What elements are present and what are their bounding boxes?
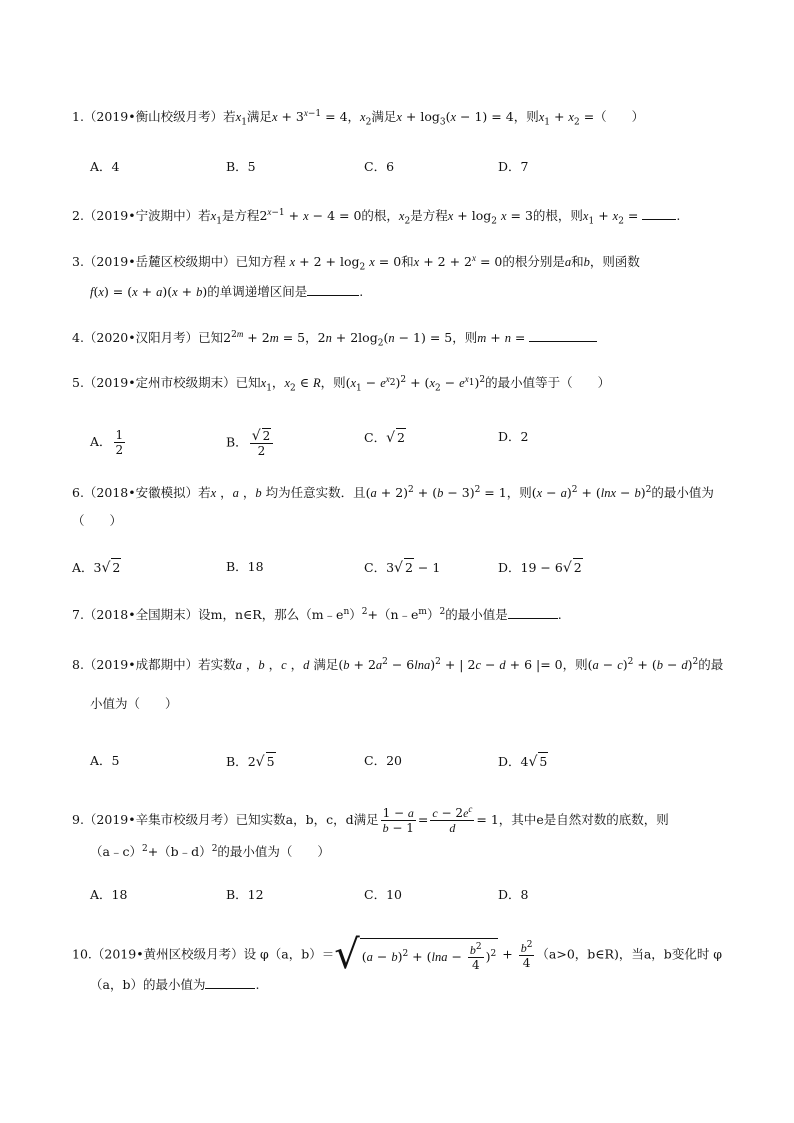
q9-text-a: a，b，c，d满足 (285, 812, 379, 827)
question-10-line-2 (90, 976, 259, 994)
q1-option-c: C．6 (364, 159, 395, 174)
q6-option-c-label: C． (364, 560, 387, 575)
q2-text-c: 是方程 (410, 208, 448, 223)
question-10: 10.（2019•黄州区校级月考）设 φ（a，b）＝√ $(a - b)^2 + (\ln a$ − $\frac{b^2}{4}$ )$^2$ + $\frac{b^2}{4}$ （a>0，b∈R)，当a，b变化时 φ (72, 932, 723, 978)
q6-text-a: 均为任意实数．且 (265, 485, 366, 500)
q3-line2-a: 的单调递增区间是 (207, 284, 308, 299)
q6-prefix: 6.（2018•安徽模拟）若 (72, 485, 211, 500)
q2-text-a: 是方程 (221, 208, 260, 223)
q6-option-c: C．3√ 2 − 1 (364, 560, 441, 576)
q1-text-c: 满足 (371, 109, 397, 124)
q7-answer-blank[interactable] (508, 606, 558, 619)
q8-text-a: 满足 (313, 657, 339, 672)
q5-option-c-label: C． (364, 430, 387, 445)
q3-text-a: 和 (401, 254, 414, 269)
q1-prefix: 1.（2019•衡山校级月考）若 (72, 109, 236, 124)
q10-sqrt-expression: √ $(a - b)^2 + (\ln a$ − $\frac{b^2}{4}$ )$^2$ (334, 932, 497, 978)
q8-option-c: C．20 (364, 753, 402, 768)
q4-answer-blank[interactable] (529, 329, 597, 342)
question-4: 4.（2020•汉阳月考）已知$2^{2m} + 2m = 5$，$2n + 2\log_2(n - 1) = 5$，则m + n = (72, 329, 597, 347)
q8-prefix: 8.（2019•成都期中）若实数 (72, 657, 236, 672)
q9-line2-b: +（b﹣d） (147, 844, 212, 859)
q3-text-d: ，则函数 (589, 254, 640, 269)
q6-option-b: B．18 (226, 559, 264, 574)
q10-text-b: a，b变化时 φ (643, 946, 723, 962)
q2-text-e: . (676, 208, 681, 223)
question-6: 6.（2018•安徽模拟）若x ，a ，b 均为任意实数．且$(a + 2)^2 + (b - 3)^2 = 1$，则$(x - a)^2 + (\ln x - b)^2$的最小值为 (72, 484, 714, 500)
question-2: 2.（2019•宁波期中）若$x_1$是方程$2^{x-1} + x - 4 = 0$的根，$x_2$是方程$x + \log_2 x = 3$的根，则$x_1 + x_2$ = . (72, 206, 681, 227)
q2-prefix: 2.（2019•宁波期中）若 (72, 208, 211, 223)
q10-line2-a: （a，b）的最小值为 (90, 977, 206, 992)
q7-text-c: +（n﹣e (367, 607, 419, 622)
q2-text-b: 的根， (361, 208, 399, 223)
question-1: 1.（2019•衡山校级月考）若$x_1$满足$x + 3^{x-1} = 4$，$x_2$满足$x + \log_3(x - 1) = 4$，则$x_1 + x_2$ =（ ） (72, 107, 645, 128)
q8-option-d-label: D． (498, 754, 521, 769)
q4-text-b: ，则 (452, 330, 478, 345)
q9-prefix: 9.（2019•辛集市校级月考）已知实数 (72, 812, 286, 827)
q3-line2-b: . (359, 284, 364, 299)
q6-text-b: ，则 (506, 485, 532, 500)
q8-option-b-label: B． (226, 754, 248, 769)
q4-prefix: 4.（2020•汉阳月考）已知 (72, 330, 224, 345)
q9-line2-a: （a﹣c） (90, 844, 142, 859)
q1-option-a: A．4 (90, 159, 120, 174)
q7-text-f: . (557, 607, 562, 622)
question-6-line-2: （ ） (72, 513, 123, 528)
q8-option-a: A．5 (90, 753, 120, 768)
q9-frac-2: $\frac{c - 2e^c}{d}$ (432, 804, 473, 835)
q9-option-a: A．18 (90, 887, 128, 902)
q5-option-c: C．√ 2 (364, 430, 405, 446)
q10-prefix: 10.（2019•黄州区校级月考）设 φ（a，b）＝ (72, 946, 335, 962)
question-3: 3.（2019•岳麓区校级期中）已知方程 $x + 2 + \log_2 x = 0$和$x + 2 + 2^x = 0$的根分别是a和b，则函数 (72, 252, 640, 273)
q6-option-a-label: A． (72, 560, 94, 575)
question-9: 9.（2019•辛集市校级月考）已知实数a，b，c，d满足 $\frac{1 - a}{b - 1}$ = $\frac{c - 2e^c}{d}$ = 1，其中e是自然对数的底数，则 (72, 804, 669, 835)
q7-text-a: m，n∈R，那么（m﹣e (210, 607, 344, 622)
q5-option-a-label: A． (90, 434, 112, 449)
q5-text-b: ，则 (320, 375, 346, 390)
q9-option-c: C．10 (364, 887, 402, 902)
q3-text-b: 的根分别是 (502, 254, 565, 269)
q1-option-b: B．5 (226, 159, 256, 174)
q9-option-d: D．8 (498, 887, 529, 902)
q8-option-b: B．2√ 5 (226, 754, 275, 770)
q5-prefix: 5.（2019•定州市校级期末）已知 (72, 375, 261, 390)
q10-answer-blank[interactable] (205, 976, 255, 989)
q5-text-a: ， (271, 375, 285, 390)
q4-text-a: ， (305, 330, 318, 345)
q5-option-b-label: B． (226, 434, 248, 450)
q1-option-d: D．7 (498, 159, 529, 174)
q5-text-c: 的最小值等于（ ） (485, 375, 611, 390)
q7-text-d: ） (426, 607, 440, 622)
q6-text-c: 的最小值为 (651, 485, 714, 500)
q9-option-b: B．12 (226, 887, 264, 902)
q9-text-b: ，其中 (498, 812, 537, 827)
q5-option-b-frac: $\frac{√ 2}{2}$ (250, 428, 274, 458)
q2-text-d: 的根，则 (532, 208, 583, 223)
q8-text-b: ，则 (562, 657, 588, 672)
question-3-line-2: f(x) = (x + a)(x + b)的单调递增区间是 . (90, 284, 364, 299)
question-7: 7.（2018•全国期末）设m，n∈R，那么$(m﹣e^n)^2+(n﹣e^m)^2$的最小值是 . (72, 606, 562, 622)
q7-text-e: 的最小值是 (445, 607, 508, 622)
q3-text-c: 和 (571, 254, 584, 269)
q5-option-a-frac: $\frac{1}{2}$ (115, 428, 124, 457)
q9-frac-1: $\frac{1 - a}{b - 1}$ (382, 806, 414, 835)
q5-option-d: D．2 (498, 429, 529, 444)
q1-text-a: 满足 (246, 109, 272, 124)
q3-prefix: 3.（2019•岳麓区校级期中）已知方程 (72, 254, 286, 269)
q1-text-b: ， (347, 109, 361, 124)
q2-answer-blank[interactable] (642, 207, 676, 220)
q1-text-e: =（ ） (583, 109, 645, 124)
question-8: 8.（2019•成都期中）若实数a ，b ，c ，d 满足$(b + 2a^2 - 6\ln a)^2$ + | 2c − d + 6 |= 0，则$(a - c)^2 + (b - d)^2$的最 (72, 656, 724, 672)
q7-prefix: 7.（2018•全国期末）设 (72, 607, 211, 622)
q10-line2-b: . (255, 977, 260, 992)
q10-text-a: （a>0，b∈R)，当 (536, 946, 644, 962)
q9-text-c: e是自然对数的底数，则 (536, 812, 669, 827)
q9-line2-c: 的最小值为（ ） (217, 844, 330, 859)
question-5: 5.（2019•定州市校级期末）已知$x_1$，$x_2$ ∈ R，则$(x_1 - e^{x_2})^2 + (x_2 - e^{x_1})^2$的最小值等于（ ） (72, 373, 611, 394)
q5-option-b (226, 428, 275, 458)
q7-text-b: ） (349, 607, 362, 622)
q8-option-d: D．4√ 5 (498, 754, 548, 770)
q1-text-d: ，则 (513, 109, 539, 124)
question-8-line-2: 小值为（ ） (90, 696, 178, 711)
q6-option-d-label: D． (498, 560, 521, 575)
q3-answer-blank[interactable] (307, 283, 359, 296)
q8-text-c: 的最 (698, 657, 724, 672)
q6-option-d: D．19 − 6√ 2 (498, 560, 582, 576)
q5-option-a (90, 428, 127, 457)
q6-option-a: A．3√ 2 (72, 560, 121, 576)
q10-frac: $\frac{b^2}{4}$ (520, 939, 533, 970)
question-9-line-2: （a﹣c）$^2$+（b﹣d）$^2$的最小值为（ ） (90, 843, 330, 859)
